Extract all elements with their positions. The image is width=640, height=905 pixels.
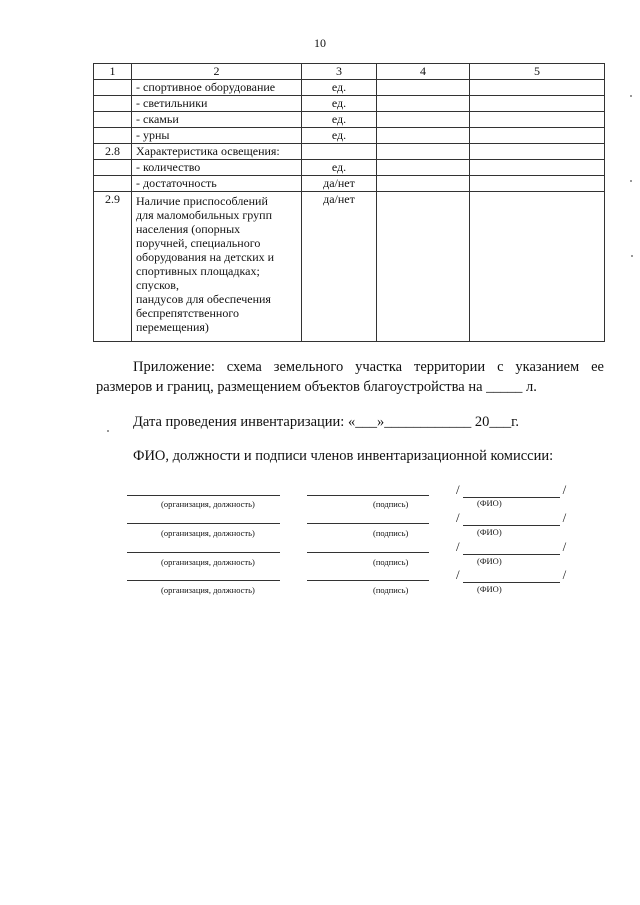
row-text-line: перемещения) (136, 320, 209, 334)
org-position-line (127, 580, 280, 581)
inventory-table (93, 63, 605, 342)
fio-field: / / (456, 539, 567, 554)
row-cell-4 (377, 112, 470, 128)
row-unit: ед. (302, 80, 377, 96)
row-number: 2.9 (94, 192, 132, 342)
row-number (94, 128, 132, 144)
fio-caption: (ФИО) (477, 527, 502, 537)
signature-caption: (подпись) (373, 557, 409, 567)
signature-caption: (подпись) (373, 499, 409, 509)
row-unit: ед. (302, 112, 377, 128)
row-text-line: для маломобильных групп (136, 208, 272, 222)
org-position-caption: (организация, должность) (161, 557, 255, 567)
fio-field: / / (456, 482, 567, 497)
table-row (94, 176, 605, 192)
scan-speck (631, 255, 633, 257)
row-cell-4 (377, 144, 470, 160)
row-text-line: спортивных площадках; (136, 264, 260, 278)
appendix-paragraph: Приложение: схема земельного участка территории с указанием ее размеров и границ, размещением объектов благоустройства на _____ л. (96, 359, 604, 395)
table-row (94, 160, 605, 176)
row-unit: ед. (302, 128, 377, 144)
row-cell-5 (470, 192, 605, 342)
signature-line (307, 523, 429, 524)
org-position-caption: (организация, должность) (161, 528, 255, 538)
table-row (94, 80, 605, 96)
scan-speck (630, 95, 632, 97)
inventory-date-line: Дата проведения инвентаризации: «___»____________ 20___г. (133, 414, 520, 430)
table-row (94, 112, 605, 128)
header-cell: 1 (94, 64, 132, 80)
signature-line (307, 552, 429, 553)
row-cell-5 (470, 80, 605, 96)
row-text-line: Наличие приспособлений (136, 194, 268, 208)
row-text-line: населения (опорных (136, 222, 241, 236)
row-unit: да/нет (302, 192, 377, 342)
row-cell-4 (377, 96, 470, 112)
row-number (94, 96, 132, 112)
row-cell-4 (377, 192, 470, 342)
scan-speck (630, 180, 632, 182)
row-number (94, 160, 132, 176)
row-cell-5 (470, 96, 605, 112)
row-text: - спортивное оборудование (132, 80, 302, 96)
row-text-line: поручней, специального (136, 236, 261, 250)
fio-field: / / (456, 510, 567, 525)
row-number (94, 80, 132, 96)
row-unit (302, 144, 377, 160)
row-unit: да/нет (302, 176, 377, 192)
table-row (94, 128, 605, 144)
table-row-2-9 (94, 192, 605, 342)
row-text: - светильники (132, 96, 302, 112)
row-text: Характеристика освещения: (132, 144, 302, 160)
signature-caption: (подпись) (373, 585, 409, 595)
row-cell-4 (377, 160, 470, 176)
signature-line (307, 580, 429, 581)
row-text-line: беспрепятственного (136, 306, 239, 320)
org-position-line (127, 523, 280, 524)
row-number (94, 176, 132, 192)
org-position-line (127, 552, 280, 553)
org-position-caption: (организация, должность) (161, 499, 255, 509)
row-text-line: оборудования на детских и (136, 250, 275, 264)
row-cell-4 (377, 176, 470, 192)
scan-speck (107, 430, 109, 432)
table-header-row (94, 64, 605, 80)
header-cell: 5 (470, 64, 605, 80)
table-row (94, 144, 605, 160)
row-text-line: спусков, (136, 278, 179, 292)
row-text-multiline (132, 192, 302, 342)
header-cell: 3 (302, 64, 377, 80)
row-number (94, 112, 132, 128)
row-cell-5 (470, 144, 605, 160)
fio-caption: (ФИО) (477, 498, 502, 508)
fio-field: / / (456, 567, 567, 582)
row-cell-5 (470, 176, 605, 192)
row-cell-4 (377, 128, 470, 144)
row-text: - достаточность (132, 176, 302, 192)
row-text: - скамьи (132, 112, 302, 128)
page-number: 10 (314, 36, 326, 50)
row-cell-5 (470, 128, 605, 144)
row-text-line: пандусов для обеспечения (136, 292, 271, 306)
fio-caption: (ФИО) (477, 556, 502, 566)
row-unit: ед. (302, 96, 377, 112)
table-row (94, 96, 605, 112)
org-position-line (127, 495, 280, 496)
row-text: - урны (132, 128, 302, 144)
header-cell: 2 (132, 64, 302, 80)
org-position-caption: (организация, должность) (161, 585, 255, 595)
signature-caption: (подпись) (373, 528, 409, 538)
row-text: - количество (132, 160, 302, 176)
commission-heading: ФИО, должности и подписи членов инвентаризационной комиссии: (133, 448, 554, 464)
row-unit: ед. (302, 160, 377, 176)
row-number: 2.8 (94, 144, 132, 160)
row-cell-5 (470, 112, 605, 128)
row-cell-5 (470, 160, 605, 176)
fio-caption: (ФИО) (477, 584, 502, 594)
header-cell: 4 (377, 64, 470, 80)
row-cell-4 (377, 80, 470, 96)
signature-line (307, 495, 429, 496)
